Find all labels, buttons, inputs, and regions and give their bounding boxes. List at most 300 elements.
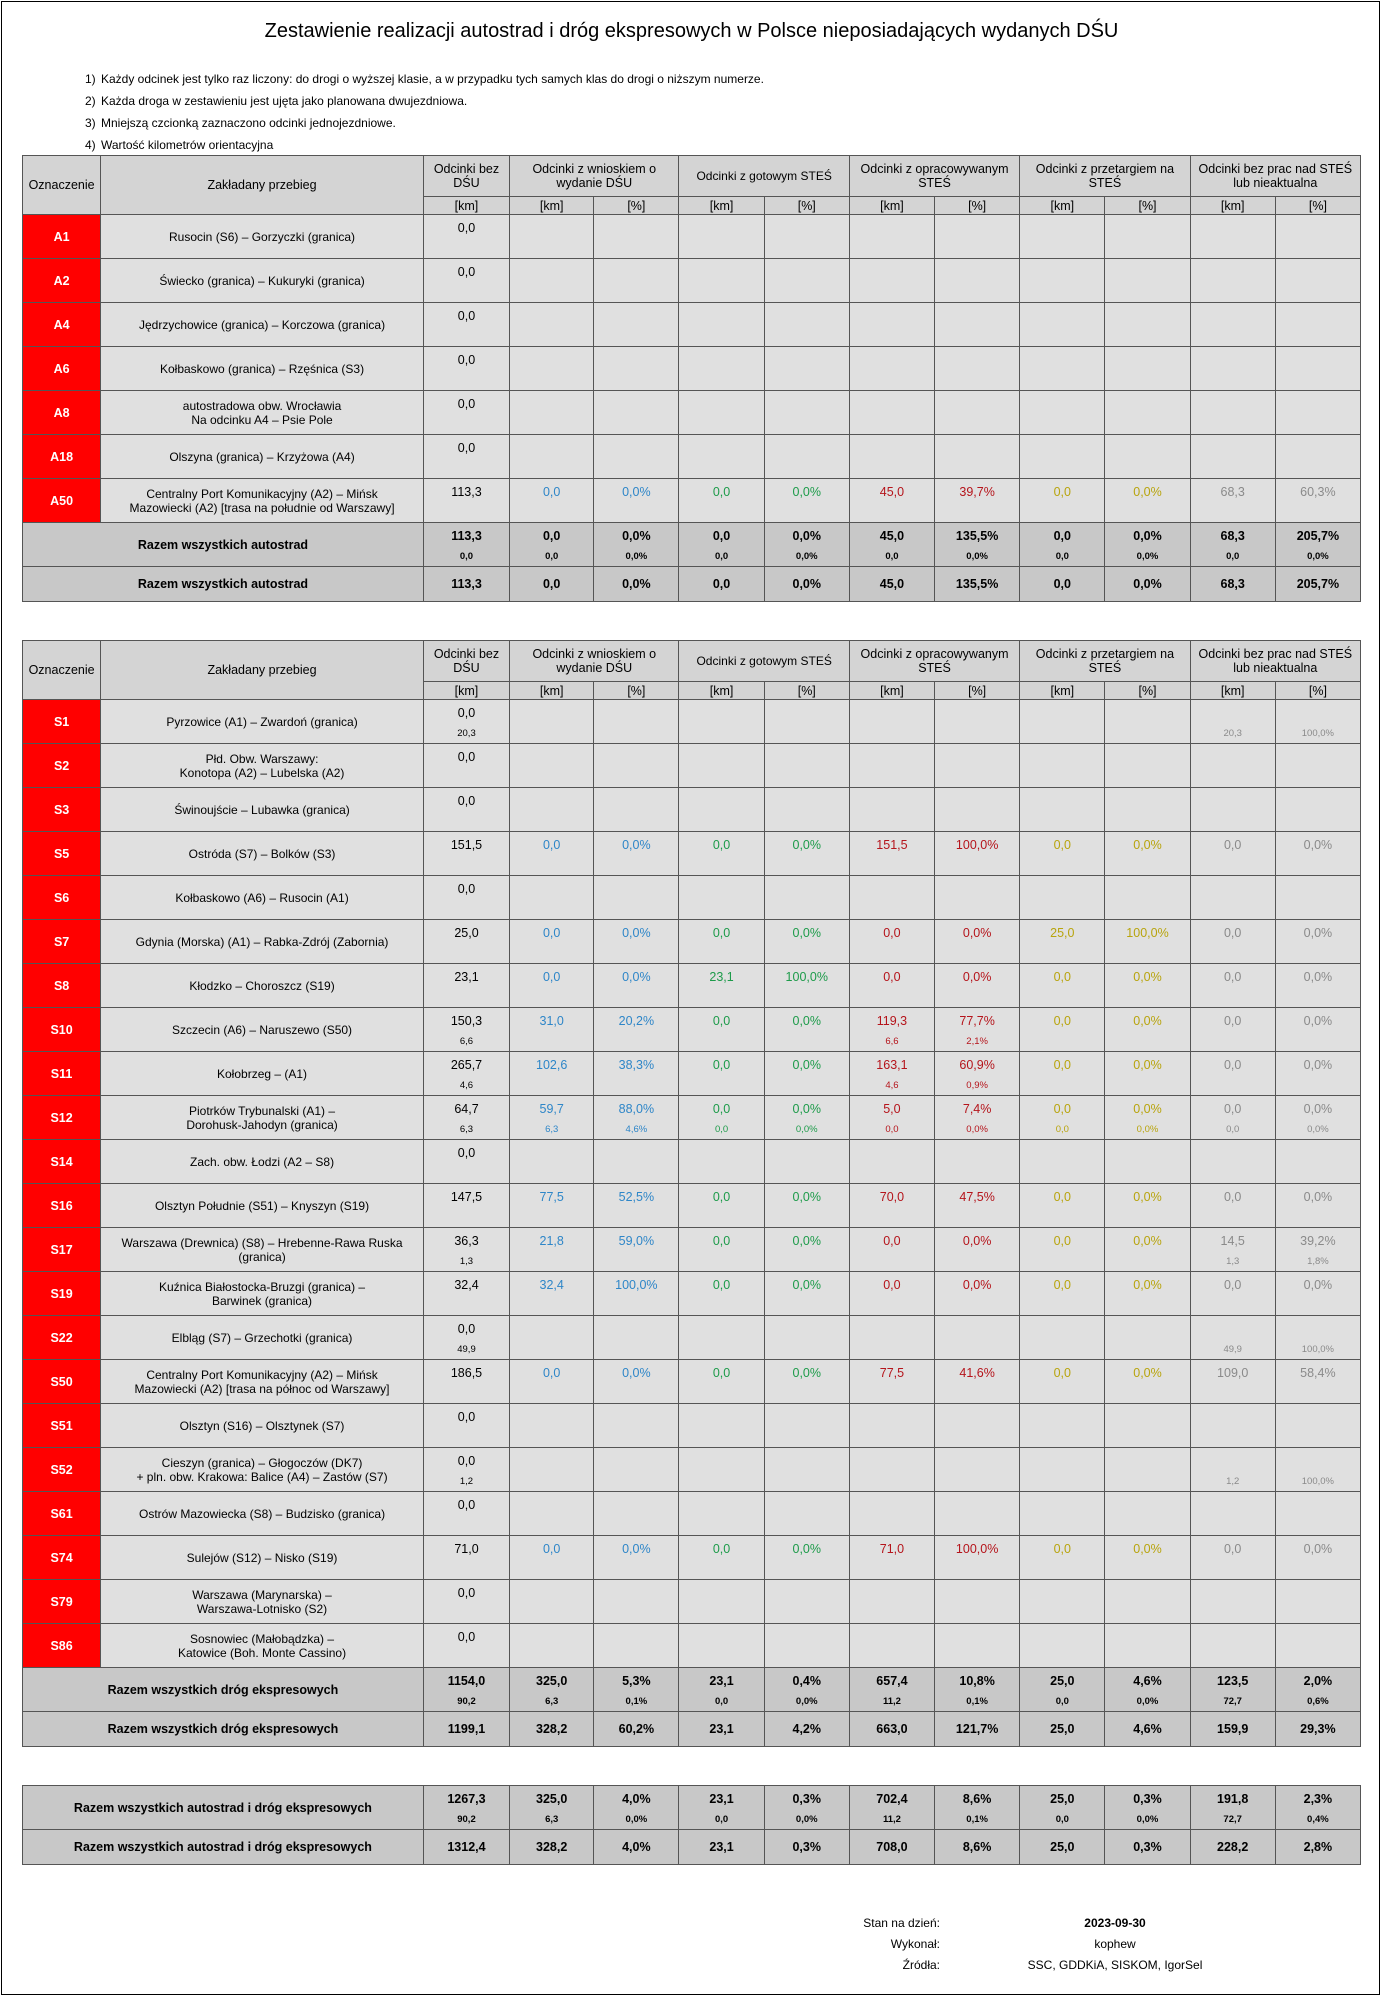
- value-cell: [1275, 347, 1360, 391]
- value-cell: [679, 744, 764, 788]
- sum-cell: [510, 1786, 594, 1830]
- cell-value: 0,0: [1223, 1014, 1242, 1028]
- sum-subvalue: 0,0%: [795, 551, 818, 562]
- header-group: Odcinki z przetargiem na STEŚ: [1020, 156, 1190, 197]
- road-route: Sosnowiec (Małobądzka) – Katowice (Boh. Monte Cassino): [101, 1624, 424, 1668]
- road-route: Kuźnica Białostocka-Bruzgi (granica) – Barwinek (granica): [101, 1272, 424, 1316]
- sum-cell: [679, 1786, 764, 1830]
- value-cell: [849, 347, 934, 391]
- value-cell: [1105, 1272, 1190, 1316]
- value-cell: [1020, 1184, 1105, 1228]
- table-row: [23, 876, 1361, 920]
- road-code: S1: [23, 700, 101, 744]
- sum-cell: [1105, 1668, 1190, 1712]
- sum-total-value: 0,0%: [622, 577, 651, 591]
- value-cell: [679, 1316, 764, 1360]
- sum-subvalue: 0,1%: [625, 1696, 648, 1707]
- cell-value: 186,5: [450, 1366, 483, 1380]
- sum-total-cell: [1275, 567, 1360, 602]
- note-item: [85, 90, 764, 112]
- value-cell: [764, 920, 849, 964]
- value-cell: [849, 1228, 934, 1272]
- cell-value: 20,2%: [618, 1014, 655, 1028]
- value-cell: [1020, 1228, 1105, 1272]
- sum-total-value: 8,6%: [962, 1840, 992, 1854]
- road-code: S8: [23, 964, 101, 1008]
- header-przebieg: Zakładany przebieg: [101, 156, 424, 215]
- header-unit: [km]: [849, 197, 934, 215]
- sum-cell: [935, 1668, 1020, 1712]
- road-route: Piotrków Trybunalski (A1) – Dorohusk-Jahodyn (granica): [101, 1096, 424, 1140]
- sum-total-cell: [849, 1712, 934, 1747]
- cell-value: 0,0: [542, 926, 561, 940]
- road-route: Rusocin (S6) – Gorzyczki (granica): [101, 215, 424, 259]
- table-row: [23, 1272, 1361, 1316]
- value-cell: [935, 1228, 1020, 1272]
- value-cell: [935, 479, 1020, 523]
- cell-value: 0,0: [457, 309, 476, 323]
- road-route: Ostrów Mazowiecka (S8) – Budzisko (granica): [101, 1492, 424, 1536]
- value-cell: [594, 788, 679, 832]
- sum-total-value: 121,7%: [955, 1722, 999, 1736]
- sum-total-cell: [1190, 567, 1275, 602]
- table-row: [23, 479, 1361, 523]
- cell-value: 0,0: [712, 1058, 731, 1072]
- value-cell: [679, 1140, 764, 1184]
- value-cell: [1275, 479, 1360, 523]
- cell-value: 38,3%: [618, 1058, 655, 1072]
- value-cell: [1275, 1448, 1360, 1492]
- cell-value: 0,0%: [792, 1234, 821, 1248]
- cell-value: 0,0: [1053, 1102, 1071, 1116]
- value-cell: [679, 1184, 764, 1228]
- cell-value: 0,0: [1053, 838, 1071, 852]
- value-cell: [510, 1580, 594, 1624]
- cell-value: 100,0%: [955, 1542, 999, 1556]
- sum-cell: [764, 523, 849, 567]
- header-unit: [%]: [1275, 682, 1360, 700]
- table-row: [23, 744, 1361, 788]
- sum-cell: [849, 1786, 934, 1830]
- road-route: Olsztyn (S16) – Olsztynek (S7): [101, 1404, 424, 1448]
- value-cell: [1105, 1448, 1190, 1492]
- cell-value: 0,0: [1223, 1102, 1242, 1116]
- sum-subvalue: 0,0: [714, 1814, 729, 1825]
- value-cell: [594, 1404, 679, 1448]
- value-cell: [1190, 1184, 1275, 1228]
- sum-cell: [423, 523, 509, 567]
- value-cell: [1275, 1580, 1360, 1624]
- value-cell: [679, 215, 764, 259]
- value-cell: [1275, 435, 1360, 479]
- road-code: A50: [23, 479, 101, 523]
- value-cell: [935, 215, 1020, 259]
- cell-value: 0,0%: [792, 485, 821, 499]
- sum-subvalue: 6,3: [545, 1696, 559, 1707]
- cell-value: 77,7%: [959, 1014, 995, 1028]
- sum-value: 0,3%: [792, 1792, 821, 1806]
- sum-total-value: 4,6%: [1133, 1722, 1162, 1736]
- road-route: Cieszyn (granica) – Głogoczów (DK7) + pln. obw. Krakowa: Balice (A4) – Zastów (S7): [101, 1448, 424, 1492]
- sum-cell: [1020, 1668, 1105, 1712]
- value-cell: [849, 1492, 934, 1536]
- value-cell: [764, 1360, 849, 1404]
- cell-value: 0,0: [1223, 838, 1242, 852]
- cell-value: 0,0%: [1133, 1366, 1162, 1380]
- road-code: S7: [23, 920, 101, 964]
- cell-value: 109,0: [1217, 1366, 1249, 1380]
- stan-label: Stan na dzień:: [863, 1916, 940, 1930]
- cell-value: 0,0%: [962, 926, 992, 940]
- table-row: [23, 1096, 1361, 1140]
- road-route: Kołobrzeg – (A1): [101, 1052, 424, 1096]
- header-unit: [km]: [1190, 682, 1275, 700]
- cell-value: 0,0%: [1133, 838, 1162, 852]
- sum-total-value: 25,0: [1050, 1840, 1075, 1854]
- value-cell: [510, 1360, 594, 1404]
- value-cell: [1105, 832, 1190, 876]
- value-cell: [849, 1096, 934, 1140]
- header-przebieg: Zakładany przebieg: [101, 641, 424, 700]
- table-row: [23, 1448, 1361, 1492]
- value-cell: [423, 1624, 509, 1668]
- sum-total-value: 4,0%: [622, 1840, 651, 1854]
- value-cell: [935, 1624, 1020, 1668]
- value-cell: [1275, 1052, 1360, 1096]
- cell-value: 0,0%: [962, 1278, 992, 1292]
- value-cell: [935, 391, 1020, 435]
- value-cell: [510, 1404, 594, 1448]
- value-cell: [1105, 1316, 1190, 1360]
- sum-total-cell: [510, 567, 594, 602]
- value-cell: [679, 788, 764, 832]
- value-cell: [849, 700, 934, 744]
- cell-value: 45,0: [879, 485, 905, 499]
- cell-value: 0,0: [542, 838, 561, 852]
- cell-value: 0,0: [1223, 970, 1242, 984]
- cell-value: 151,5: [876, 838, 908, 852]
- sum-subvalue: 0,0%: [1307, 551, 1329, 562]
- sum-subvalue: 6,3: [545, 1814, 559, 1825]
- value-cell: [935, 1580, 1020, 1624]
- value-cell: [1275, 1008, 1360, 1052]
- value-cell: [1190, 788, 1275, 832]
- note-text: Wartość kilometrów orientacyjna: [101, 138, 274, 152]
- table-row: [23, 1580, 1361, 1624]
- cell-value: 0,0: [712, 838, 731, 852]
- sum-total-cell: [594, 567, 679, 602]
- value-cell: [1020, 920, 1105, 964]
- cell-value: 0,0%: [792, 1366, 821, 1380]
- value-cell: [423, 1052, 509, 1096]
- table-row: [23, 1536, 1361, 1580]
- header-group: Odcinki z wnioskiem o wydanie DŚU: [510, 156, 679, 197]
- value-cell: [1190, 1052, 1275, 1096]
- value-cell: [1190, 700, 1275, 744]
- value-cell: [764, 1052, 849, 1096]
- value-cell: [1020, 1404, 1105, 1448]
- header-unit: [%]: [764, 682, 849, 700]
- value-cell: [764, 1404, 849, 1448]
- value-cell: [594, 1580, 679, 1624]
- cell-value: 0,0%: [622, 485, 651, 499]
- road-code: S50: [23, 1360, 101, 1404]
- sum-subvalue: 0,0: [1226, 551, 1240, 562]
- table-row: [23, 1184, 1361, 1228]
- sum-subvalue: 0,4%: [1307, 1814, 1329, 1825]
- value-cell: [423, 1096, 509, 1140]
- sum-subvalue: 0,0%: [966, 551, 988, 562]
- value-cell: [935, 435, 1020, 479]
- cell-value: 0,0%: [1303, 1542, 1333, 1556]
- value-cell: [764, 303, 849, 347]
- wykonal-value: kophew: [1094, 1937, 1136, 1951]
- note-item: [85, 68, 764, 90]
- value-cell: [423, 1404, 509, 1448]
- value-cell: [1190, 832, 1275, 876]
- value-cell: [764, 1580, 849, 1624]
- value-cell: [510, 1536, 594, 1580]
- cell-value: 0,0: [1053, 1190, 1071, 1204]
- sum-value: 0,0%: [1133, 529, 1162, 543]
- cell-value: 0,0%: [792, 926, 821, 940]
- cell-value: 0,0: [542, 1366, 561, 1380]
- cell-value: 100,0%: [955, 838, 999, 852]
- road-code: S5: [23, 832, 101, 876]
- value-cell: [1020, 744, 1105, 788]
- cell-value: 0,0%: [622, 838, 651, 852]
- value-cell: [679, 1272, 764, 1316]
- sum-total-cell: [1105, 1830, 1190, 1865]
- header-group: Odcinki z opracowywanym STEŚ: [849, 641, 1019, 682]
- road-code: S19: [23, 1272, 101, 1316]
- value-cell: [1020, 215, 1105, 259]
- cell-subvalue: 6,3: [545, 1124, 559, 1135]
- road-route: Centralny Port Komunikacyjny (A2) – Mińsk Mazowiecki (A2) [trasa na południe od Warszawy]: [101, 479, 424, 523]
- table-row: [23, 700, 1361, 744]
- value-cell: [935, 1052, 1020, 1096]
- note-number: 2): [85, 94, 96, 108]
- table-row: [23, 1624, 1361, 1668]
- cell-value: 0,0%: [1133, 1234, 1162, 1248]
- road-code: A8: [23, 391, 101, 435]
- cell-value: 113,3: [451, 485, 482, 499]
- value-cell: [1020, 1272, 1105, 1316]
- cell-subvalue: 2,1%: [966, 1036, 988, 1047]
- value-cell: [935, 1404, 1020, 1448]
- sum-total-value: 328,2: [536, 1840, 568, 1854]
- value-cell: [1190, 920, 1275, 964]
- value-cell: [510, 1272, 594, 1316]
- note-number: 3): [85, 116, 96, 130]
- cell-value: 39,2%: [1300, 1234, 1336, 1248]
- value-cell: [1190, 215, 1275, 259]
- road-code: A1: [23, 215, 101, 259]
- cell-subvalue: 0,0: [885, 1124, 899, 1135]
- value-cell: [510, 259, 594, 303]
- road-route: Świnoujście – Lubawka (granica): [101, 788, 424, 832]
- sum-total-value: 228,2: [1217, 1840, 1249, 1854]
- value-cell: [935, 964, 1020, 1008]
- value-cell: [849, 391, 934, 435]
- table-row: [23, 1140, 1361, 1184]
- value-cell: [935, 1492, 1020, 1536]
- cell-value: 25,0: [454, 926, 479, 940]
- sum-value: 45,0: [879, 529, 905, 543]
- value-cell: [679, 1624, 764, 1668]
- cell-value: 0,0: [1053, 1058, 1071, 1072]
- value-cell: [935, 700, 1020, 744]
- cell-subvalue: 6,6: [885, 1036, 899, 1047]
- sum-cell: [594, 523, 679, 567]
- cell-value: 0,0: [712, 1102, 731, 1116]
- value-cell: [1020, 788, 1105, 832]
- cell-value: 0,0: [712, 1190, 731, 1204]
- value-cell: [594, 1360, 679, 1404]
- sum-total-value: 25,0: [1050, 1722, 1075, 1736]
- header-unit: [%]: [1105, 682, 1190, 700]
- road-code: S79: [23, 1580, 101, 1624]
- sum-subvalue: 0,0: [1055, 1696, 1069, 1707]
- value-cell: [1275, 1360, 1360, 1404]
- table-row: [23, 1052, 1361, 1096]
- value-cell: [423, 479, 509, 523]
- sum-subvalue: 72,7: [1223, 1696, 1242, 1707]
- wykonal-label: Wykonał:: [890, 1937, 940, 1951]
- value-cell: [1105, 1624, 1190, 1668]
- sum-total-row: [23, 1830, 1361, 1865]
- cell-subvalue: 49,9: [457, 1344, 476, 1355]
- value-cell: [679, 435, 764, 479]
- sum-total-value: 45,0: [879, 577, 905, 591]
- cell-value: 0,0%: [792, 1190, 821, 1204]
- road-route: Elbląg (S7) – Grzechotki (granica): [101, 1316, 424, 1360]
- sum-total-row: [23, 567, 1361, 602]
- header-unit: [km]: [849, 682, 934, 700]
- value-cell: [1275, 832, 1360, 876]
- sum-value: 0,4%: [792, 1674, 821, 1688]
- value-cell: [935, 1360, 1020, 1404]
- sum-value: 0,3%: [1133, 1792, 1162, 1806]
- table-row: [23, 215, 1361, 259]
- road-code: S51: [23, 1404, 101, 1448]
- sum-total-value: 0,3%: [792, 1840, 821, 1854]
- note-text: Każda droga w zestawieniu jest ujęta jako planowana dwujezdniowa.: [101, 94, 468, 108]
- sum-cell: [594, 1668, 679, 1712]
- road-code: S74: [23, 1536, 101, 1580]
- road-code: S6: [23, 876, 101, 920]
- sum-total-value: 0,0: [542, 577, 561, 591]
- road-route: Olszyna (granica) – Krzyżowa (A4): [101, 435, 424, 479]
- value-cell: [423, 1008, 509, 1052]
- cell-subvalue: 100,0%: [1301, 1344, 1334, 1355]
- cell-value: 0,0: [1223, 1190, 1242, 1204]
- cell-value: 100,0%: [1126, 926, 1169, 940]
- sum-total-row: [23, 1712, 1361, 1747]
- sum-total-cell: [935, 1712, 1020, 1747]
- value-cell: [594, 1140, 679, 1184]
- cell-value: 0,0: [457, 1498, 476, 1512]
- value-cell: [1105, 1536, 1190, 1580]
- value-cell: [1020, 1316, 1105, 1360]
- cell-value: 0,0: [457, 706, 476, 720]
- header-unit: [km]: [423, 682, 509, 700]
- sum-cell: [1275, 1786, 1360, 1830]
- value-cell: [764, 832, 849, 876]
- value-cell: [849, 964, 934, 1008]
- sum-total-value: 205,7%: [1296, 577, 1340, 591]
- road-route: Kołbaskowo (A6) – Rusocin (A1): [101, 876, 424, 920]
- value-cell: [935, 744, 1020, 788]
- road-code: S52: [23, 1448, 101, 1492]
- cell-value: 0,0: [1053, 1234, 1071, 1248]
- sum-value: 8,6%: [962, 1792, 992, 1806]
- value-cell: [594, 479, 679, 523]
- sum-total-cell: [510, 1830, 594, 1865]
- sum-subvalue: 0,0%: [1136, 1696, 1159, 1707]
- value-cell: [679, 303, 764, 347]
- cell-value: 0,0: [457, 882, 476, 896]
- cell-value: 0,0: [1223, 926, 1242, 940]
- sum-cell: [935, 1786, 1020, 1830]
- sum-cell: [849, 523, 934, 567]
- cell-subvalue: 1,3: [459, 1256, 474, 1267]
- value-cell: [849, 259, 934, 303]
- header-unit: [km]: [679, 197, 764, 215]
- sum-subvalue: 0,0%: [1136, 551, 1159, 562]
- cell-value: 0,0%: [1303, 1190, 1333, 1204]
- value-cell: [594, 1184, 679, 1228]
- cell-value: 0,0: [1223, 1542, 1242, 1556]
- value-cell: [423, 700, 509, 744]
- value-cell: [510, 876, 594, 920]
- header-unit: [%]: [594, 197, 679, 215]
- value-cell: [849, 832, 934, 876]
- value-cell: [1190, 303, 1275, 347]
- value-cell: [764, 391, 849, 435]
- table-row: [23, 391, 1361, 435]
- sum-subvalue: 0,0: [1055, 551, 1069, 562]
- value-cell: [594, 1492, 679, 1536]
- header-group: Odcinki bez DŚU: [423, 156, 509, 197]
- value-cell: [849, 1052, 934, 1096]
- road-route: Olsztyn Południe (S51) – Knyszyn (S19): [101, 1184, 424, 1228]
- value-cell: [1020, 1580, 1105, 1624]
- header-unit: [%]: [935, 197, 1020, 215]
- cell-value: 0,0%: [792, 1014, 821, 1028]
- value-cell: [594, 1448, 679, 1492]
- sum-total-value: 2,8%: [1303, 1840, 1333, 1854]
- sum-value: 68,3: [1220, 529, 1245, 543]
- sum-total-cell: [764, 1830, 849, 1865]
- cell-value: 77,5: [879, 1366, 905, 1380]
- table-row: [23, 1008, 1361, 1052]
- sum-subvalue: 0,0: [714, 1696, 729, 1707]
- cell-value: 0,0%: [1303, 926, 1333, 940]
- table-row: [23, 1360, 1361, 1404]
- sum-total-cell: [764, 567, 849, 602]
- value-cell: [423, 215, 509, 259]
- sum-value: 205,7%: [1296, 529, 1340, 543]
- value-cell: [1105, 876, 1190, 920]
- value-cell: [764, 435, 849, 479]
- sum-value: 23,1: [709, 1792, 734, 1806]
- value-cell: [1105, 347, 1190, 391]
- sum-value: 123,5: [1217, 1674, 1249, 1688]
- value-cell: [1275, 259, 1360, 303]
- sum-total-value: 4,2%: [792, 1722, 821, 1736]
- value-cell: [764, 700, 849, 744]
